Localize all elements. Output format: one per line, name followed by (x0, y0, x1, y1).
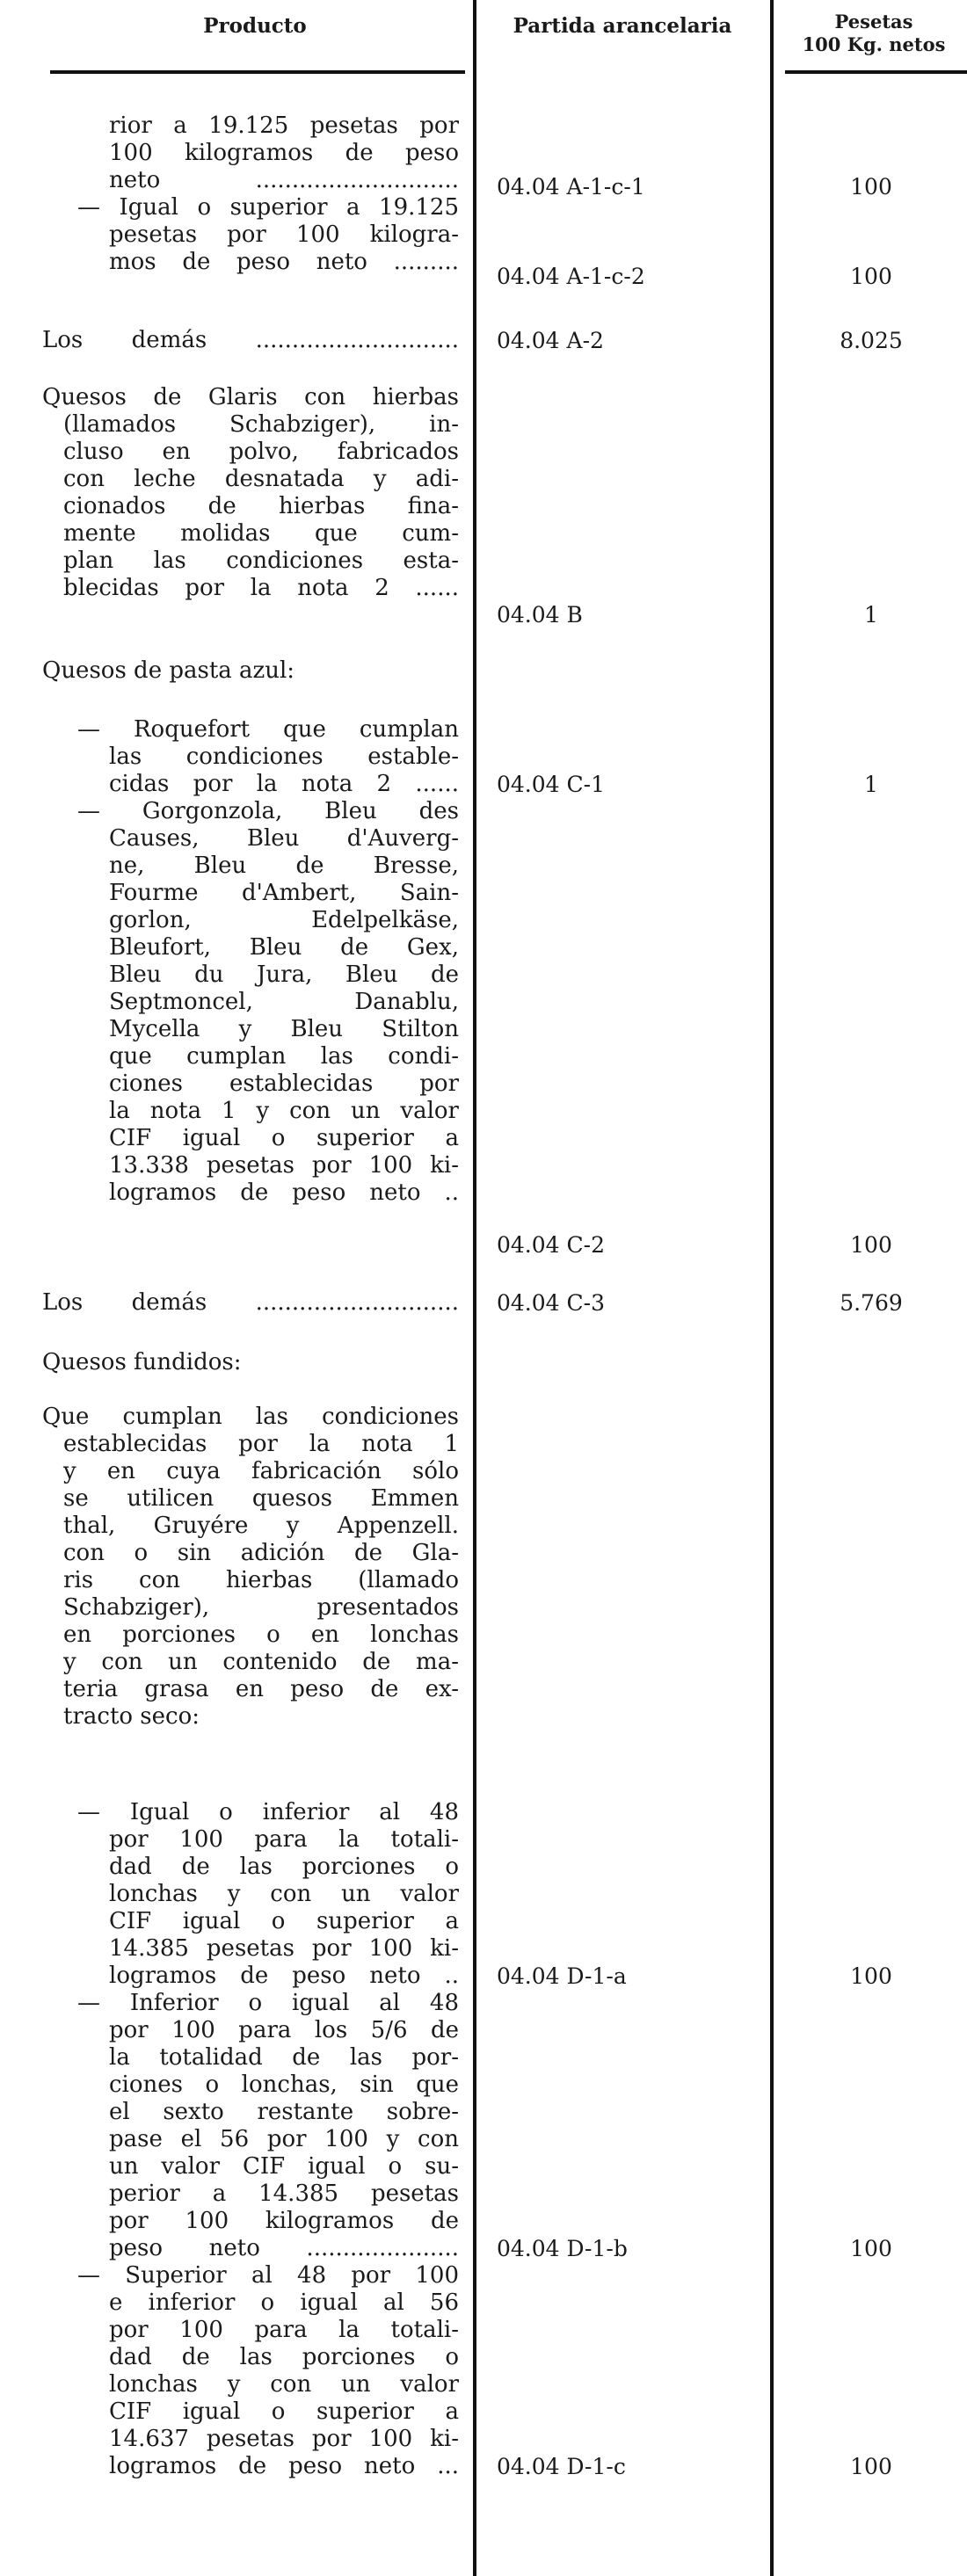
product-line: e inferior o igual al 56 (109, 2289, 459, 2316)
product-line: lonchas y con un valor (109, 2371, 459, 2398)
product-line: cidas por la nota 2 ...... (109, 771, 459, 797)
product-cell (77, 1799, 459, 1990)
tariff-code: 04.04 C-3 (497, 1290, 605, 1316)
price-value: 100 (850, 174, 892, 200)
product-line: por 100 para los 5/6 de (109, 2017, 459, 2043)
product-line: — Igual o superior a 19.125 (77, 194, 459, 221)
product-line: cionados de hierbas fina- (63, 493, 459, 519)
product-line: el sexto restante sobre- (109, 2099, 459, 2125)
product-line: Bleu du Jura, Bleu de (109, 961, 459, 988)
product-line: 13.338 pesetas por 100 ki- (109, 1152, 459, 1179)
product-cell (77, 2262, 459, 2480)
header-producto: Producto (203, 14, 307, 38)
product-line: Quesos fundidos: (42, 1349, 242, 1375)
product-line: tracto seco: (63, 1703, 200, 1730)
header-underline-right (785, 70, 967, 74)
product-line: pesetas por 100 kilogra- (109, 221, 459, 248)
product-line: perior a 14.385 pesetas (109, 2181, 459, 2207)
product-line: peso neto ..................... (109, 2235, 459, 2261)
product-line: — Gorgonzola, Bleu des (77, 798, 459, 824)
product-line: ciones o lonchas, sin que (109, 2072, 459, 2098)
tariff-code: 04.04 D-1-a (497, 1963, 627, 1989)
product-line: Los demás ............................ (42, 327, 459, 353)
product-cell (77, 716, 459, 798)
product-line: — Inferior o igual al 48 (77, 1990, 459, 2016)
product-cell (42, 1289, 459, 1317)
product-line: lonchas y con un valor (109, 1881, 459, 1907)
product-line: thal, Gruyére y Appenzell. (63, 1513, 459, 1539)
section-heading (42, 1349, 459, 1376)
header-unit: 100 Kg. netos (802, 33, 946, 55)
tariff-code: 04.04 A-1-c-2 (497, 264, 645, 289)
price-value: 5.769 (840, 1290, 903, 1316)
tariff-code: 04.04 C-2 (497, 1232, 605, 1258)
product-line: dad de las porciones o (109, 1854, 459, 1880)
product-line: cluso en polvo, fabricados (63, 439, 459, 465)
price-value: 100 (850, 1232, 892, 1258)
product-line: un valor CIF igual o su- (109, 2153, 459, 2180)
product-line: Septmoncel, Danablu, (109, 989, 459, 1015)
tariff-code: 04.04 B (497, 602, 583, 628)
product-line: CIF igual o superior a (109, 2398, 459, 2425)
product-line: dad de las porciones o (109, 2344, 459, 2370)
price-value: 100 (850, 1963, 892, 1989)
product-line: blecidas por la nota 2 ...... (63, 575, 459, 601)
product-line: mente molidas que cum- (63, 520, 459, 547)
product-line: 14.637 pesetas por 100 ki- (109, 2426, 459, 2452)
product-line: teria grasa en peso de ex- (63, 1676, 459, 1702)
price-value: 8.025 (840, 328, 903, 353)
product-line: establecidas por la nota 1 (63, 1431, 459, 1457)
product-line: por 100 kilogramos de (109, 2208, 459, 2234)
product-line: la nota 1 y con un valor (109, 1098, 459, 1124)
product-line: — Roquefort que cumplan (77, 716, 459, 743)
product-line: Fourme d'Ambert, Sain- (109, 880, 459, 906)
price-value: 100 (850, 264, 892, 289)
product-cell (42, 1404, 459, 1731)
product-cell (109, 112, 459, 194)
product-line: neto ............................ (109, 167, 459, 193)
product-line: ciones establecidas por (109, 1070, 459, 1097)
product-line: gorlon, Edelpelkäse, (109, 907, 459, 933)
product-line: logramos de peso neto ... (109, 2453, 459, 2479)
product-line: 14.385 pesetas por 100 ki- (109, 1935, 459, 1962)
product-line: 100 kilogramos de peso (109, 140, 459, 166)
product-line: por 100 para la totali- (109, 2317, 459, 2343)
product-line: ris con hierbas (llamado (63, 1567, 459, 1593)
product-cell (42, 384, 459, 602)
product-line: Bleufort, Bleu de Gex, (109, 934, 459, 961)
product-line: y con un contenido de ma- (63, 1649, 459, 1675)
product-line: Mycella y Bleu Stilton (109, 1016, 459, 1042)
column-divider-left (473, 0, 476, 2576)
header-underline-left (50, 70, 465, 74)
product-line: y en cuya fabricación sólo (63, 1458, 459, 1484)
product-line: CIF igual o superior a (109, 1908, 459, 1934)
tariff-code: 04.04 D-1-c (497, 2454, 626, 2479)
product-line: Quesos de Glaris con hierbas (42, 384, 459, 410)
product-line: plan las condiciones esta- (63, 548, 459, 574)
product-line: logramos de peso neto .. (109, 1179, 459, 1206)
product-line: pase el 56 por 100 y con (109, 2126, 459, 2152)
product-line: Causes, Bleu d'Auverg- (109, 825, 459, 852)
product-line: logramos de peso neto .. (109, 1963, 459, 1989)
product-line: se utilicen quesos Emmen (63, 1485, 459, 1512)
product-line: Que cumplan las condiciones (42, 1404, 459, 1430)
tariff-code: 04.04 D-1-b (497, 2236, 628, 2261)
product-line: ne, Bleu de Bresse, (109, 853, 459, 879)
product-line: en porciones o en lonchas (63, 1622, 459, 1648)
tariff-code: 04.04 A-2 (497, 328, 604, 353)
price-value: 100 (850, 2236, 892, 2261)
price-value: 100 (850, 2454, 892, 2479)
product-line: las condiciones estable- (109, 744, 459, 770)
product-cell (77, 1990, 459, 2262)
header-partida: Partida arancelaria (513, 14, 732, 38)
product-cell (77, 194, 459, 276)
product-line: rior a 19.125 pesetas por (109, 112, 459, 139)
product-line: — Superior al 48 por 100 (77, 2262, 459, 2289)
product-line: CIF igual o superior a (109, 1125, 459, 1151)
product-line: con o sin adición de Gla- (63, 1540, 459, 1566)
tariff-code: 04.04 C-1 (497, 772, 605, 797)
product-line: la totalidad de las por- (109, 2044, 459, 2071)
product-line: Quesos de pasta azul: (42, 657, 295, 684)
product-line: con leche desnatada y adi- (63, 466, 459, 492)
price-value: 1 (864, 772, 878, 797)
product-line: (llamados Schabziger), in- (63, 411, 459, 438)
product-line: Los demás ............................ (42, 1289, 459, 1316)
tariff-code: 04.04 A-1-c-1 (497, 174, 645, 200)
product-line: que cumplan las condi- (109, 1043, 459, 1070)
header-pesetas: Pesetas (834, 11, 913, 33)
product-line: Schabziger), presentados (63, 1594, 459, 1621)
price-value: 1 (864, 602, 878, 628)
section-heading (42, 657, 459, 685)
product-line: por 100 para la totali- (109, 1826, 459, 1853)
product-cell (77, 798, 459, 1207)
product-line: — Igual o inferior al 48 (77, 1799, 459, 1825)
product-line: mos de peso neto ......... (109, 249, 459, 275)
product-cell (42, 327, 459, 354)
column-divider-right (770, 0, 774, 2576)
